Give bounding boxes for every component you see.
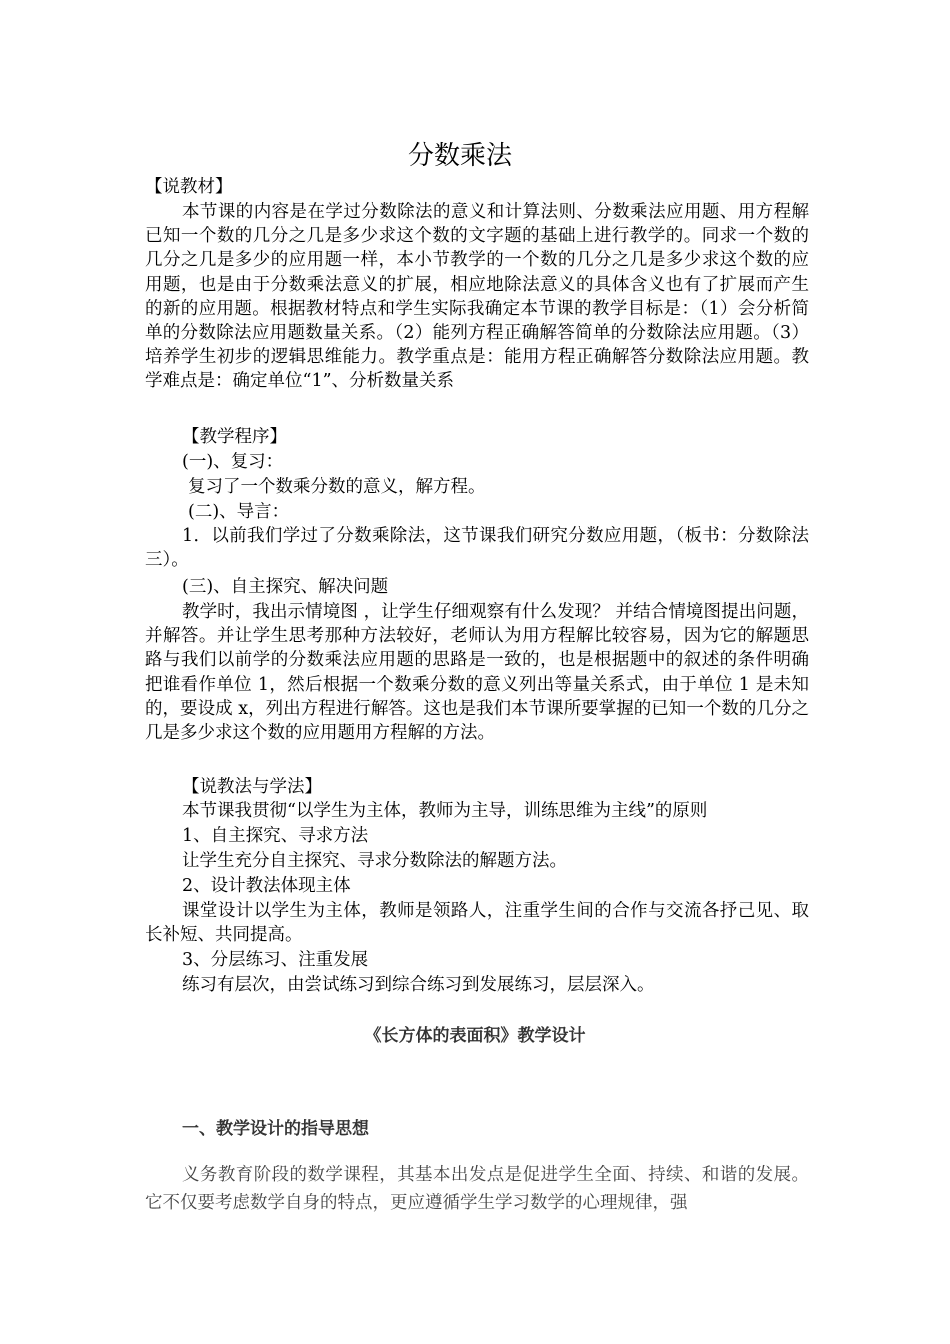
method-1-heading: 1、自主探究、寻求方法	[182, 826, 369, 846]
method-3-heading: 3、分层练习、注重发展	[182, 950, 369, 970]
method-1-text: 让学生充分自主探究、寻求分数除法的解题方法。	[182, 851, 567, 871]
step-review-heading: (一)、复习：	[182, 452, 284, 472]
step-intro-text: 1．以前我们学过了分数乘除法，这节课我们研究分数应用题，（板书：分数除法三）。	[145, 526, 809, 571]
section-heading-procedure: 【教学程序】	[182, 427, 287, 447]
step-review-text: 复习了一个数乘分数的意义，解方程。	[188, 477, 486, 497]
principle-text: 本节课我贯彻“以学生为主体，教师为主导，训练思维为主线”的原则	[182, 801, 708, 821]
intro-paragraph: 本节课的内容是在学过分数除法的意义和计算法则、分数乘法应用题、用方程解已知一个数的几分之几是多少求这个数的文字题的基础上进行教学的。同求一个数的几分之几是多少的应用题一样，本小节教学的一个数的几分之几是多少求这个数的应用题，也是由于分数乘法意义的扩展，相应地除法意义的具体含义也有了扩展而产生的新的应用题。根据教材特点和学生实际我确定本节课的教学目标是：（1）会分析简单的分数除法应用题数量关系。（2）能列方程正确解答简单的分数除法应用题。（3）培养学生初步的逻辑思维能力。教学重点是：能用方程正确解答分数除法应用题。教学难点是：确定单位“1”、分析数量关系	[145, 202, 809, 392]
method-2-heading: 2、设计教法体现主体	[182, 876, 351, 896]
final-paragraph: 义务教育阶段的数学课程，其基本出发点是促进学生全面、持续、和谐的发展。它不仅要考虑数学自身的特点，更应遵循学生学习数学的心理规律，强	[145, 1165, 809, 1213]
section-one-heading: 一、教学设计的指导思想	[182, 1119, 369, 1139]
method-2-text: 课堂设计以学生为主体，教师是领路人，注重学生间的合作与交流各抒己见、取长补短、共同提高。	[145, 901, 809, 946]
section-heading-textbook: 【说教材】	[145, 177, 233, 197]
step-explore-heading: (三)、自主探究、解决问题	[182, 577, 389, 597]
step-explore-text: 教学时，我出示情境图 ，让学生仔细观察有什么发现？ 并结合情境图提出问题，并解答。并让学生思考那种方法较好，老师认为用方程解比较容易，因为它的解题思路与我们以前学的分数乘法应用题的思路是一致的，也是根据题中的叙述的条件明确把谁看作单位 1，然后根据一个数乘分数的意义列出等量关系式，由于单位 1 是未知的，要设成 x，列出方程进行解答。这也是我们本节课所要掌握的已知一个数的几分之几是多少求这个数的应用题用方程解的方法。	[145, 602, 809, 744]
section-heading-methods: 【说教法与学法】	[182, 777, 322, 797]
second-document-title: 《长方体的表面积》教学设计	[364, 1026, 586, 1046]
step-intro-heading: (二)、导言：	[188, 502, 290, 522]
document-title: 分数乘法	[407, 141, 512, 171]
method-3-text: 练习有层次，由尝试练习到综合练习到发展练习，层层深入。	[182, 975, 655, 995]
